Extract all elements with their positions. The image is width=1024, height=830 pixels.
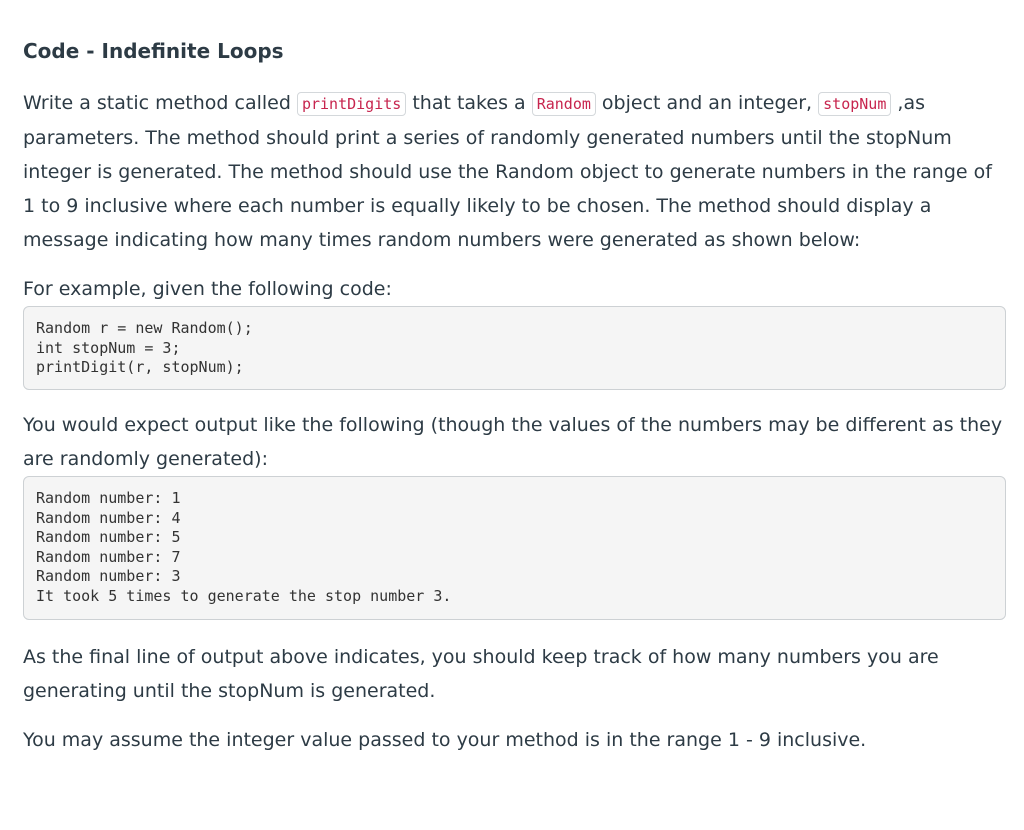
intro-text-4: ,as parameters. The method should print a series of randomly generated numbers until the stopNum integer is generated. The method should use the Random object to generate numbers in the range of 1 to 9 inclusive where each number is equally likely to be chosen. The method should display a message indicating how many times random numbers were generated as shown below: <box>23 92 992 251</box>
output-line: Random number: 5 <box>36 528 181 547</box>
example-output-block <box>23 476 1006 620</box>
final-line-note: As the final line of output above indicates, you should keep track of how many numbers you are generating until the stopNum is generated. <box>23 646 939 702</box>
output-line: Random number: 1 <box>36 489 181 507</box>
method-name-code: printDigits <box>297 92 406 116</box>
example-lead-text: For example, given the following code: <box>23 278 392 300</box>
output-line: Random number: 7 <box>36 547 181 566</box>
intro-text-2: that takes a <box>406 92 532 114</box>
code-line: printDigit(r, stopNum); <box>36 358 244 377</box>
output-line: Random number: 3 <box>36 567 181 586</box>
example-code-block <box>23 306 1006 390</box>
intro-text-1: Write a static method called <box>23 92 297 114</box>
assumption-note: You may assume the integer value passed to your method is in the range 1 - 9 inclusive. <box>23 729 867 751</box>
intro-text-3: object and an integer, <box>595 92 819 114</box>
code-line: Random r = new Random(); <box>36 319 253 337</box>
output-lead-text: You would expect output like the following (though the values of the numbers may be different as they are randomly generated): <box>23 414 1003 470</box>
random-class-code: Random <box>532 92 596 116</box>
intro-paragraph <box>23 86 1006 257</box>
page-title: Code - Indefinite Loops <box>23 39 284 63</box>
output-line: Random number: 4 <box>36 508 181 527</box>
code-line: int stopNum = 3; <box>36 338 181 357</box>
output-line: It took 5 times to generate the stop number 3. <box>36 586 452 605</box>
stopnum-param-code: stopNum <box>818 92 891 116</box>
